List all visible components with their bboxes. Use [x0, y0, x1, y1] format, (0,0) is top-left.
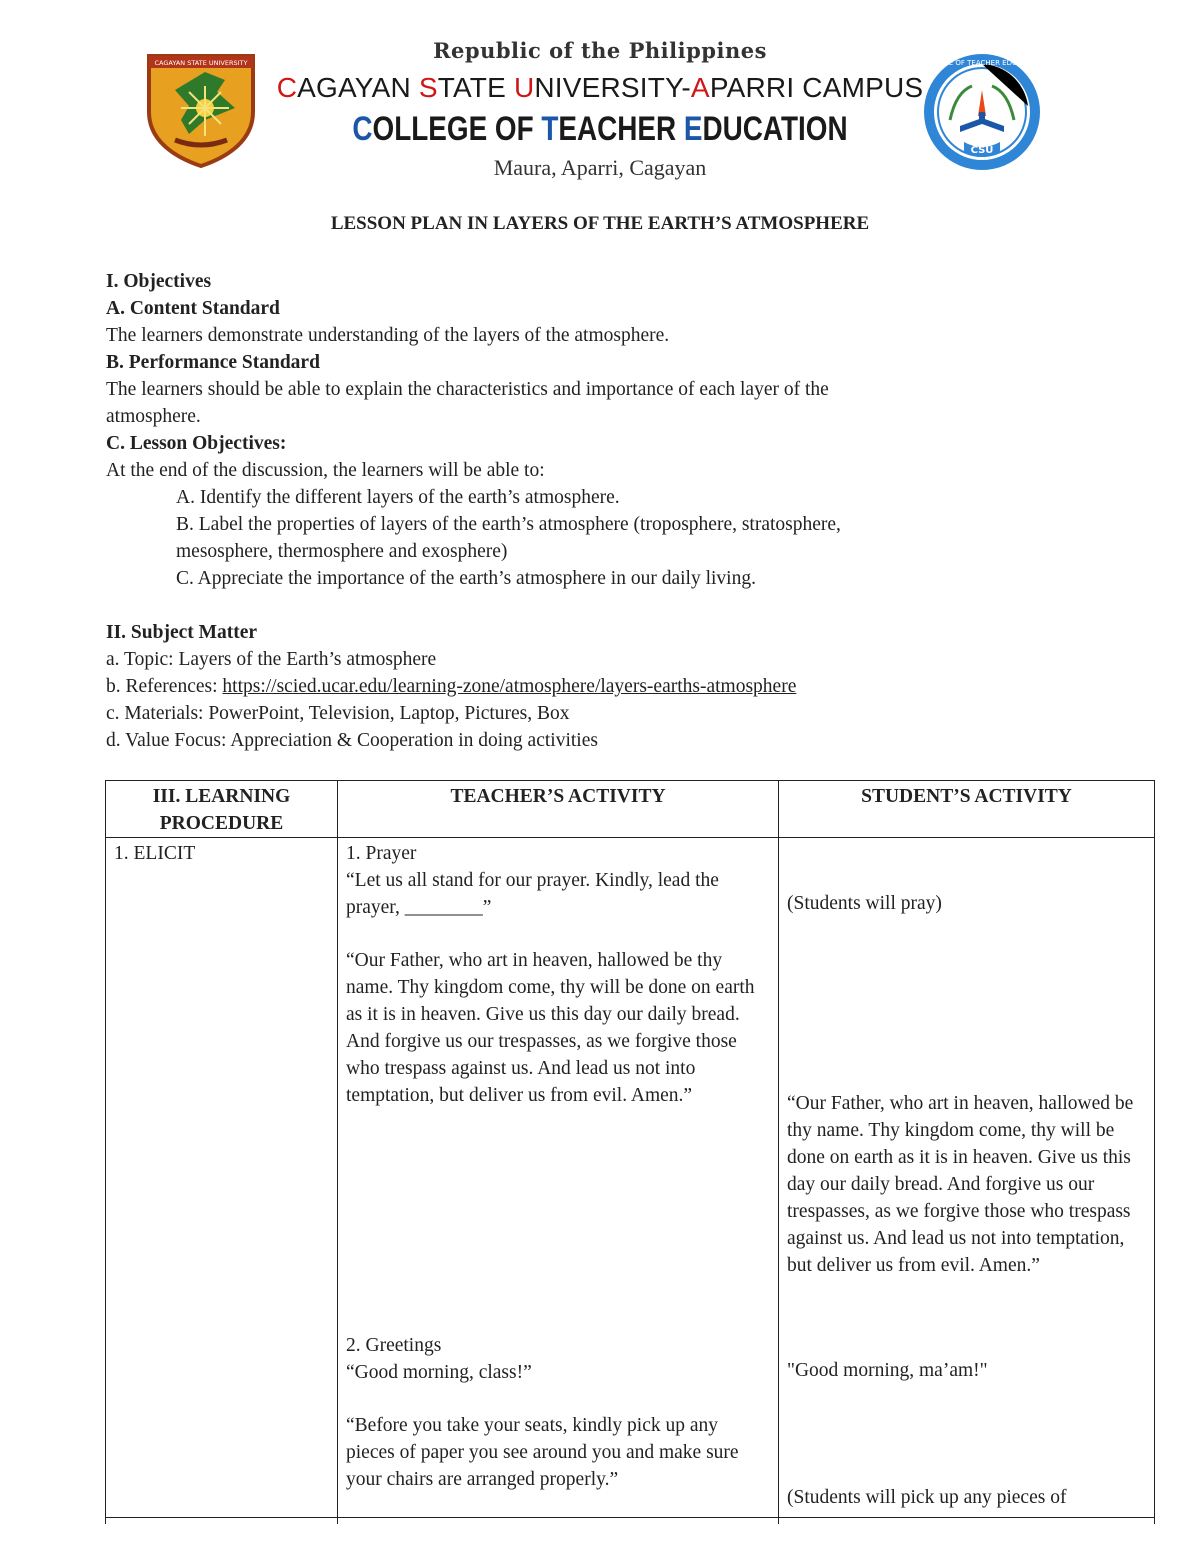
- topic-line: a. Topic: Layers of the Earth’s atmosphere: [106, 649, 437, 670]
- student-activity-cell: [779, 838, 1155, 1525]
- performance-standard-text-cont: atmosphere.: [106, 406, 201, 427]
- references-link[interactable]: https://scied.ucar.edu/learning-zone/atmosphere/layers-earths-atmosphere: [222, 676, 797, 697]
- svg-text:CSU: CSU: [970, 145, 994, 156]
- header-teacher-activity: TEACHER’S ACTIVITY: [338, 781, 779, 838]
- teacher-prayer-text: “Our Father, who art in heaven, hallowed be thy name. Thy kingdom come, thy will be done on earth as it is in heaven. Give us this day our daily bread. And forgive us our trespasses, as we forgive those who trespass against us. And lead us not into temptation, but deliver us from evil. Amen.”: [346, 950, 755, 1106]
- objective-item-cont: mesosphere, thermosphere and exosphere): [176, 541, 508, 562]
- subject-matter-heading: II. Subject Matter: [106, 622, 258, 643]
- table-header-row: [106, 781, 1155, 838]
- performance-standard-text: The learners should be able to explain the characteristics and importance of each layer of the: [106, 379, 829, 400]
- header-learning-procedure: III. LEARNING PROCEDURE: [106, 781, 338, 838]
- value-focus-line: d. Value Focus: Appreciation & Cooperation in doing activities: [106, 730, 598, 751]
- header-student-activity: STUDENT’S ACTIVITY: [779, 781, 1155, 838]
- objectives-heading: I. Objectives: [106, 271, 212, 292]
- lesson-objectives-heading: C. Lesson Objectives:: [106, 433, 287, 454]
- objective-item: A. Identify the different layers of the earth’s atmosphere.: [176, 487, 620, 508]
- svg-text:COLLEGE OF TEACHER EDUCATION: COLLEGE OF TEACHER EDUCATION: [920, 59, 1044, 67]
- teacher-activity-cell: [338, 838, 779, 1525]
- materials-line: c. Materials: PowerPoint, Television, Laptop, Pictures, Box: [106, 703, 570, 724]
- university-heading: CAGAYAN STATE UNIVERSITY-APARRI CAMPUS: [276, 72, 924, 103]
- document-title: LESSON PLAN IN LAYERS OF THE EARTH’S ATMOSPHERE: [330, 213, 870, 234]
- prayer-instruction: “Let us all stand for our prayer. Kindly, lead the prayer, ________”: [346, 870, 719, 918]
- republic-heading: Republic of the Philippines: [433, 38, 767, 63]
- page-bottom-rule: [105, 1517, 1155, 1518]
- student-prayer-text: “Our Father, who art in heaven, hallowed be thy name. Thy kingdom come, thy will be done on earth as it is in heaven. Give us this day our daily bread. And forgive us our trespasses, as we forgive those who trespass against us. And lead us not into temptation, but deliver us from evil. Amen.”: [787, 1093, 1134, 1276]
- performance-standard-heading: B. Performance Standard: [106, 352, 320, 373]
- table-row: [106, 838, 1155, 1525]
- seats-instruction: “Before you take your seats, kindly pick up any pieces of paper you see around you and make sure your chairs are arranged properly.”: [346, 1415, 739, 1490]
- student-pick-up: (Students will pick up any pieces of: [787, 1487, 1067, 1508]
- csu-shield-logo: [145, 50, 257, 168]
- campus-address: Maura, Aparri, Cagayan: [493, 155, 707, 180]
- college-heading: COLLEGE OF TEACHER EDUCATION: [352, 110, 848, 148]
- content-standard-text: The learners demonstrate understanding of the layers of the atmosphere.: [106, 325, 670, 346]
- objective-item: B. Label the properties of layers of the earth’s atmosphere (troposphere, stratosphere,: [176, 514, 841, 535]
- procedure-elicit: 1. ELICIT: [114, 843, 196, 864]
- svg-text:CAGAYAN STATE UNIVERSITY: CAGAYAN STATE UNIVERSITY: [154, 59, 248, 67]
- lesson-objectives-intro: At the end of the discussion, the learners will be able to:: [106, 460, 545, 481]
- prayer-heading: 1. Prayer: [346, 843, 417, 864]
- references-line: b. References: https://scied.ucar.edu/learning-zone/atmosphere/layers-earths-atmosphere: [106, 676, 797, 697]
- learning-procedure-table: [105, 780, 1155, 1524]
- greetings-line: “Good morning, class!”: [346, 1362, 532, 1383]
- procedure-cell: [106, 838, 338, 1525]
- student-pray: (Students will pray): [787, 893, 942, 914]
- student-greeting-reply: "Good morning, ma’am!": [787, 1360, 988, 1381]
- objective-item: C. Appreciate the importance of the earth’s atmosphere in our daily living.: [176, 568, 756, 589]
- lesson-body: [106, 268, 1006, 754]
- greetings-heading: 2. Greetings: [346, 1335, 442, 1356]
- content-standard-heading: A. Content Standard: [106, 298, 280, 319]
